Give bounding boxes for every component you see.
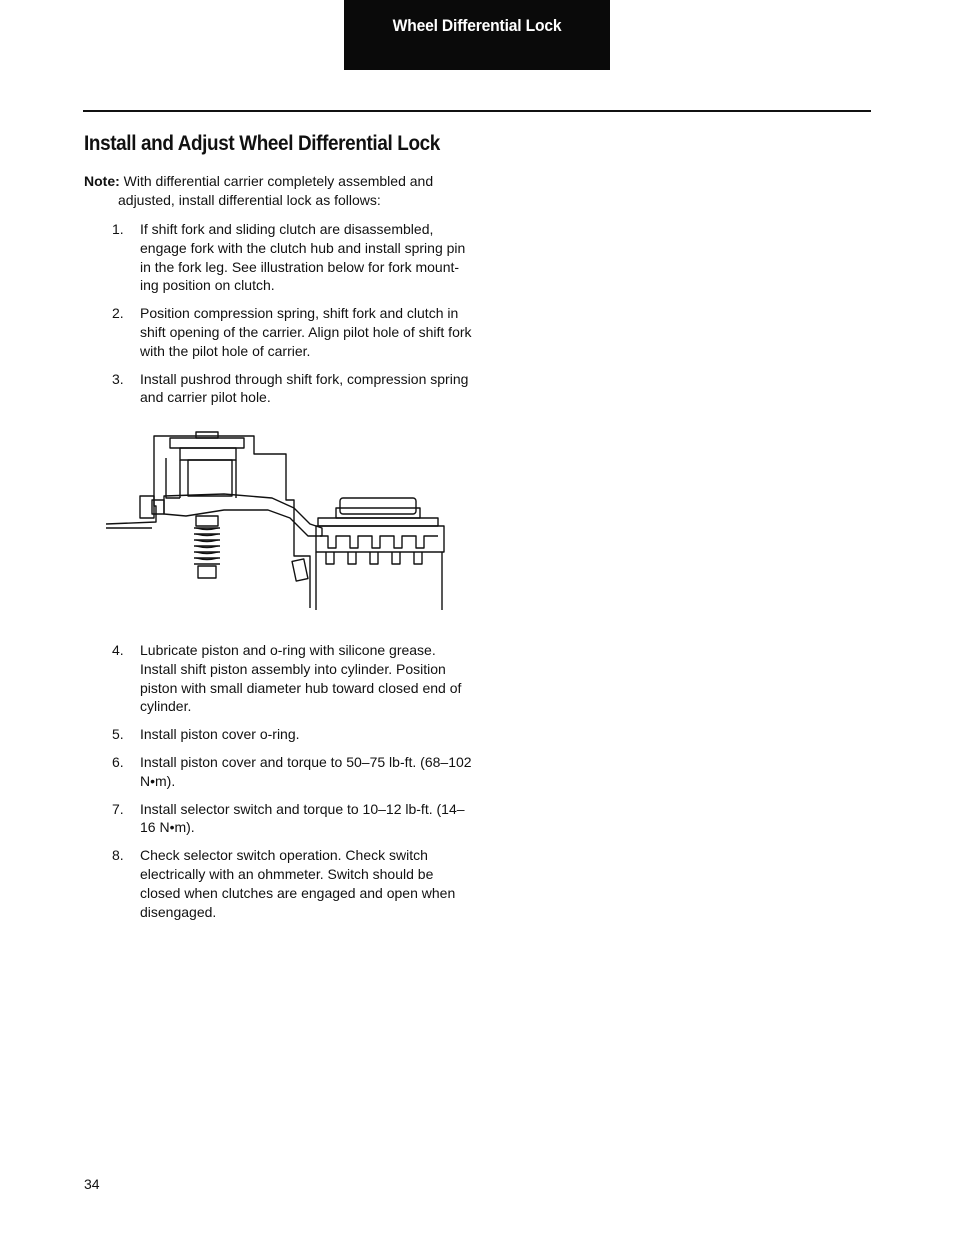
step-item: [84, 725, 474, 744]
step-number: 2.: [112, 305, 124, 322]
steps-list-after-figure: [84, 641, 474, 930]
step-number: 5.: [112, 726, 124, 743]
step-item: [84, 304, 474, 360]
note-text-line2: adjusted, install differential lock as follows:: [118, 191, 381, 208]
step-text: Lubricate piston and o-ring with silicone grease. Install shift piston assembly into cylinder. Position piston with small diameter hub toward closed end of cylinder.: [140, 642, 462, 715]
section-title: Install and Adjust Wheel Differential Lock: [84, 132, 440, 155]
step-item: [84, 641, 474, 716]
step-item: [84, 800, 474, 838]
step-item: [84, 220, 474, 295]
step-text: Install piston cover o-ring.: [140, 726, 300, 743]
header-rule: [83, 110, 871, 112]
step-number: 4.: [112, 642, 124, 658]
step-number: 6.: [112, 753, 124, 770]
step-text: Install pushrod through shift fork, compression spring and carrier pilot hole.: [140, 370, 469, 406]
step-item: [84, 846, 474, 921]
step-text: If shift fork and sliding clutch are disassembled, engage fork with the clutch hub and install spring pin in the fork leg. See illustration below for fork mount-ing position on clutch.: [140, 221, 466, 294]
step-text: Install piston cover and torque to 50–75 lb-ft. (68–102 N•m).: [140, 753, 472, 789]
step-item: [84, 370, 474, 408]
step-text: Check selector switch operation. Check switch electrically with an ohmmeter. Switch should be closed when clutches are engaged and open when disengaged.: [140, 847, 456, 920]
step-item: [84, 753, 474, 791]
header-tab: [344, 0, 610, 70]
page-number: 34: [84, 1176, 100, 1192]
step-number: 1.: [112, 221, 124, 237]
step-text: Position compression spring, shift fork and clutch in shift opening of the carrier. Align pilot hole of shift fork with the pilot hole of carrier.: [140, 305, 472, 359]
note-text-line1: With differential carrier completely assembled and: [119, 173, 434, 189]
note: [84, 172, 464, 209]
step-text: Install selector switch and torque to 10–12 lb-ft. (14–16 N•m).: [140, 800, 465, 836]
step-number: 3.: [112, 370, 124, 387]
header-tab-title: Wheel Differential Lock: [392, 16, 562, 35]
shift-fork-clutch-assembly-illustration: [104, 428, 446, 614]
steps-list-before-figure: [84, 220, 474, 416]
step-number: 7.: [112, 800, 124, 817]
step-number: 8.: [112, 847, 124, 864]
note-label: Note:: [84, 173, 120, 189]
